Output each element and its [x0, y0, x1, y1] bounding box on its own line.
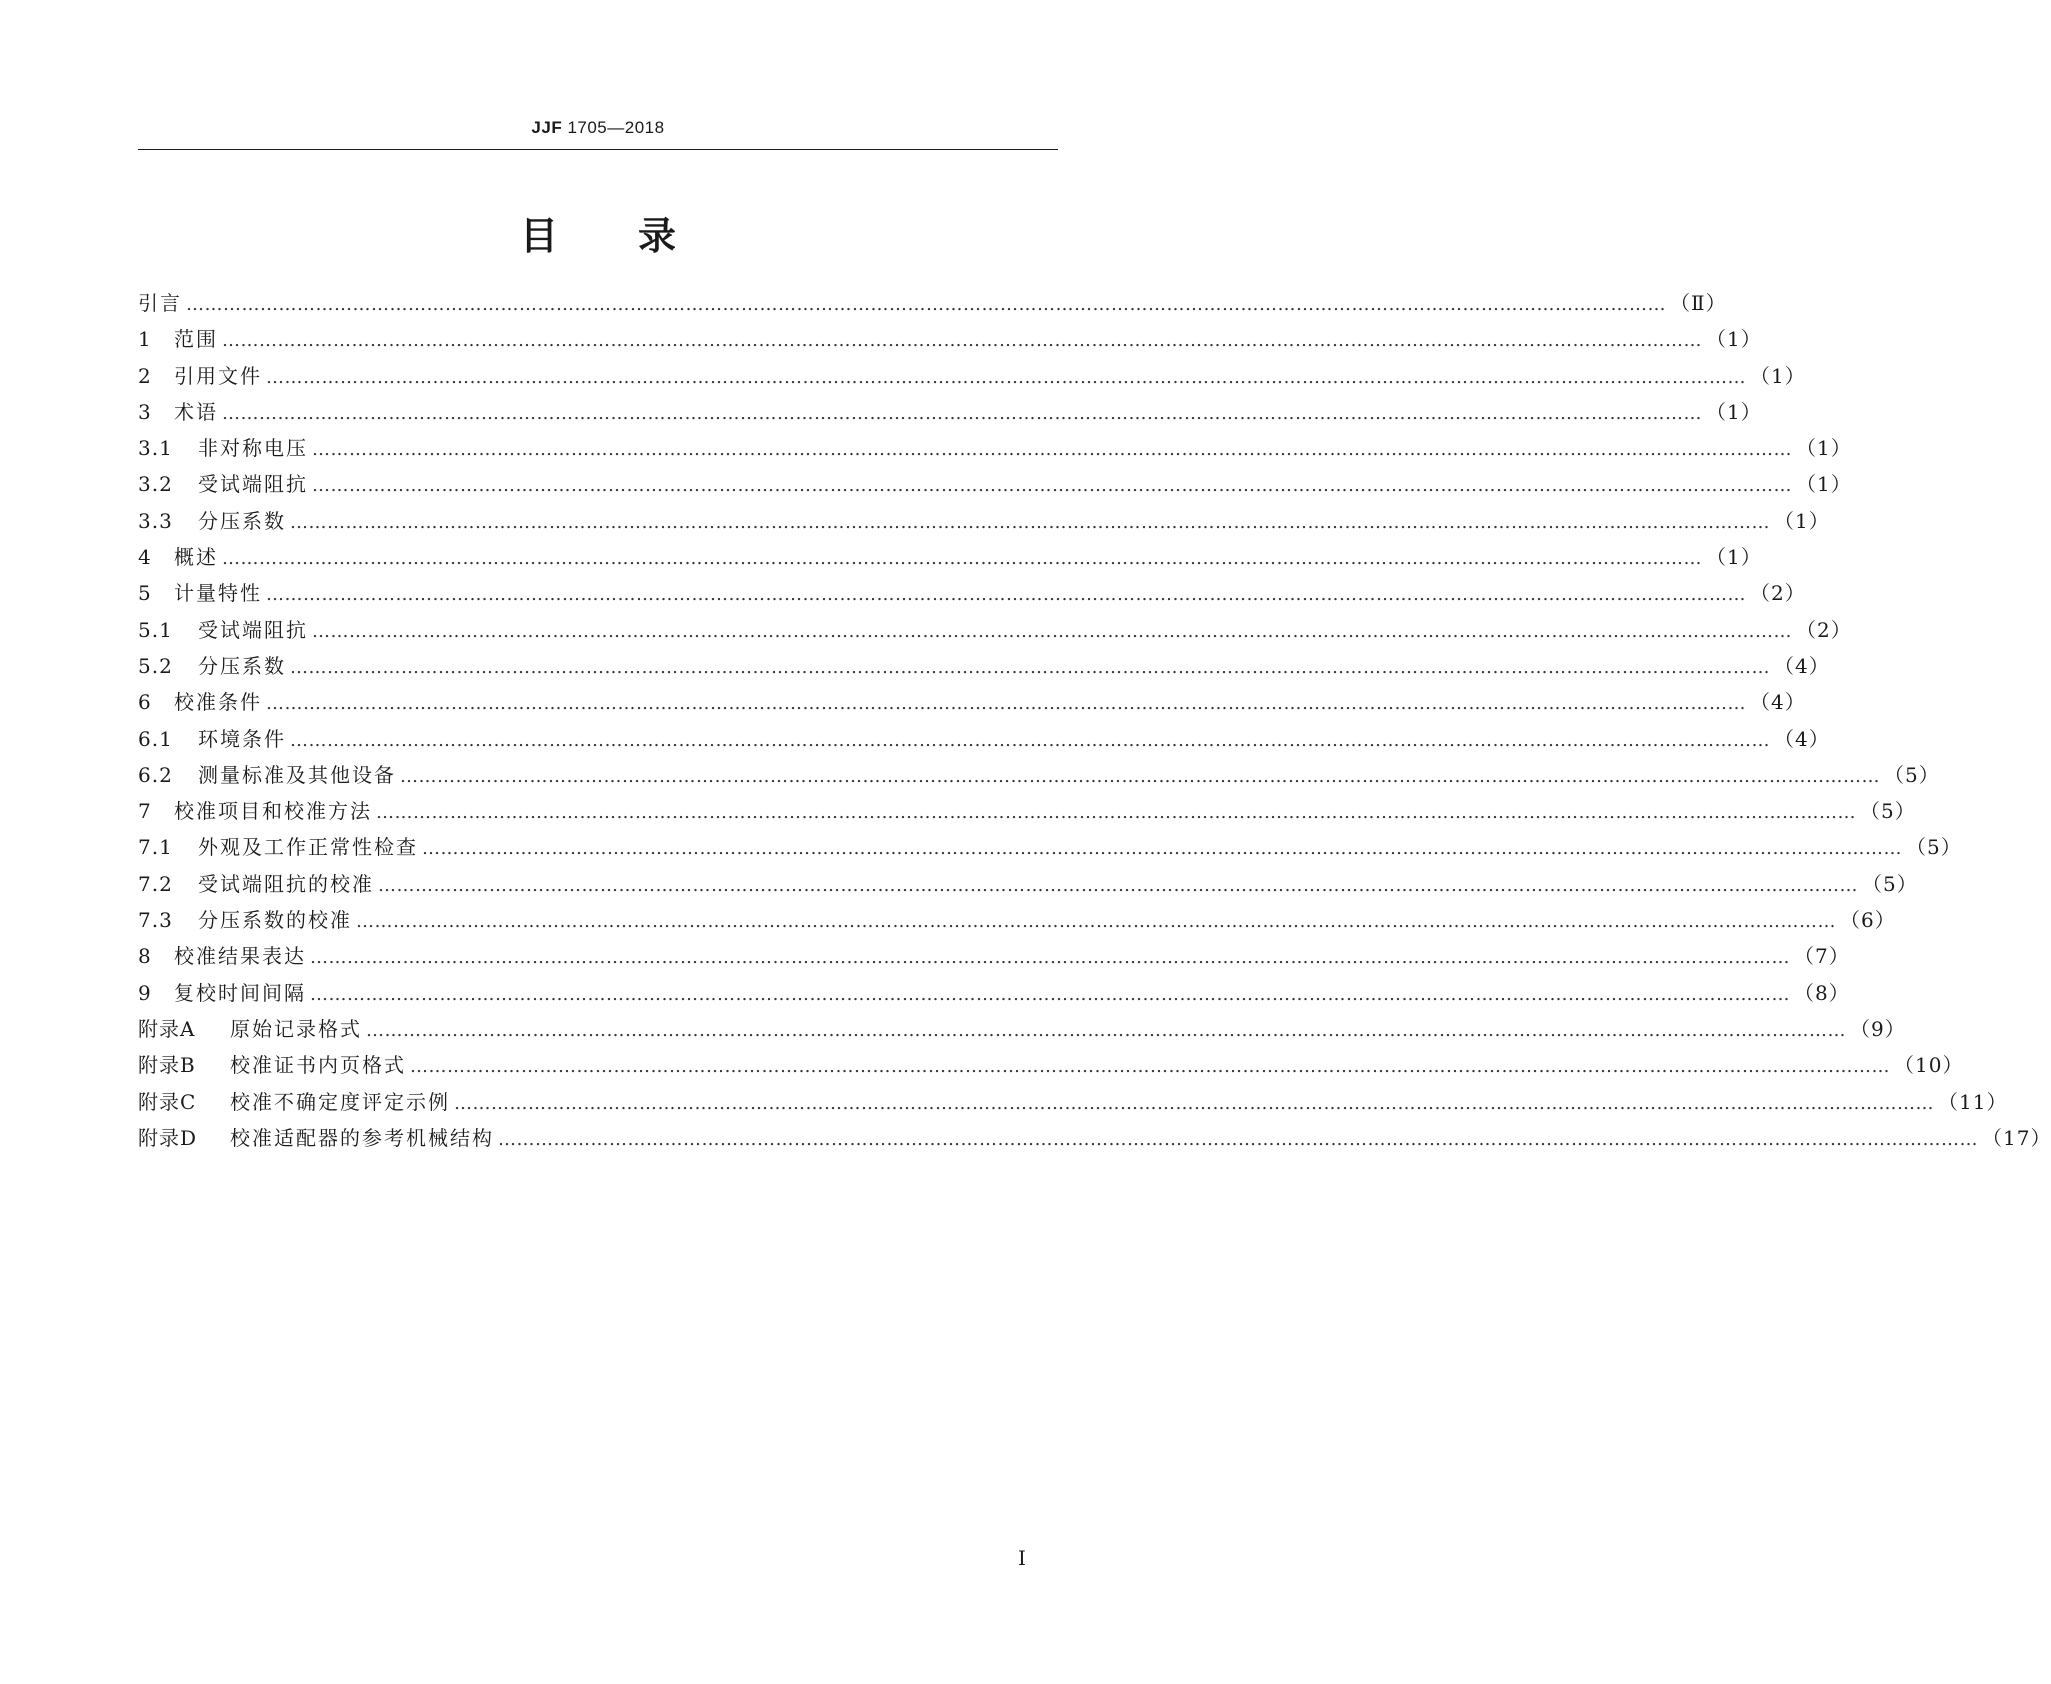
toc-entry-title: 受试端阻抗的校准	[198, 871, 374, 896]
toc-entry-page: （4）	[1774, 653, 1830, 678]
toc-entry-page: （1）	[1796, 436, 1852, 461]
toc-dot-leader: ……………………………………………………………………………………………………………………………………………………………………………………………………………………	[266, 366, 1746, 388]
toc-entry-number: 7	[138, 799, 152, 824]
toc-entry-number: 5.1	[138, 617, 173, 642]
toc-entry-title: 校准证书内页格式	[230, 1053, 406, 1078]
toc-dot-leader: ……………………………………………………………………………………………………………………………………………………………………………………………………………………	[378, 874, 1858, 896]
toc-entry-label	[138, 940, 306, 969]
toc-entry-number: 7.3	[138, 908, 173, 933]
toc-entry-number: 7.2	[138, 871, 173, 896]
toc-dot-leader: ……………………………………………………………………………………………………………………………………………………………………………………………………………………	[376, 802, 1856, 824]
toc-dot-leader: ……………………………………………………………………………………………………………………………………………………………………………………………………………………	[222, 330, 1702, 352]
toc-entry-number: 7.1	[138, 835, 173, 860]
toc-entry[interactable]	[138, 650, 1830, 686]
toc-dot-leader: ……………………………………………………………………………………………………………………………………………………………………………………………………………………	[290, 729, 1770, 751]
toc-entry-page: （11）	[1938, 1089, 2008, 1114]
toc-entry-number: 6	[138, 690, 152, 715]
toc-entry-label	[138, 759, 396, 788]
toc-entry-title: 校准结果表达	[174, 944, 306, 969]
toc-dot-leader: ……………………………………………………………………………………………………………………………………………………………………………………………………………………	[290, 511, 1770, 533]
toc-entry-number: 附录B	[138, 1053, 196, 1078]
toc-entry-page: （1）	[1706, 399, 1762, 424]
toc-entry[interactable]	[138, 759, 1940, 795]
toc-entry-label	[138, 323, 218, 352]
toc-entry[interactable]	[138, 396, 1762, 432]
toc-dot-leader: ……………………………………………………………………………………………………………………………………………………………………………………………………………………	[312, 439, 1792, 461]
page-number: Ⅰ	[1018, 1546, 1026, 1570]
toc-entry-label	[138, 577, 262, 606]
toc-entry[interactable]	[138, 614, 1852, 650]
toc-entry-title: 范围	[174, 327, 218, 352]
toc-entry-title: 测量标准及其他设备	[198, 762, 396, 787]
toc-entry-number: 附录A	[138, 1016, 196, 1041]
toc-dot-leader: ……………………………………………………………………………………………………………………………………………………………………………………………………………………	[266, 693, 1746, 715]
toc-entry-title: 原始记录格式	[230, 1016, 362, 1041]
toc-entry-label	[138, 505, 286, 534]
toc-entry[interactable]	[138, 432, 1852, 468]
toc-dot-leader: ……………………………………………………………………………………………………………………………………………………………………………………………………………………	[312, 620, 1792, 642]
toc-entry[interactable]	[138, 1049, 1964, 1085]
toc-entry-page: （5）	[1884, 762, 1940, 787]
toc-entry-page: （8）	[1794, 980, 1850, 1005]
toc-entry-title: 复校时间间隔	[174, 980, 306, 1005]
toc-dot-leader: ……………………………………………………………………………………………………………………………………………………………………………………………………………………	[222, 402, 1702, 424]
toc-entry-number: 3	[138, 399, 152, 424]
toc-entry-number: 6.2	[138, 762, 173, 787]
toc-entry-label	[138, 1049, 406, 1078]
toc-entry-number: 附录C	[138, 1089, 197, 1114]
toc-dot-leader: ……………………………………………………………………………………………………………………………………………………………………………………………………………………	[422, 838, 1902, 860]
toc-entry[interactable]	[138, 577, 1806, 613]
toc-entry-page: （4）	[1750, 690, 1806, 715]
toc-entry-number: 9	[138, 980, 152, 1005]
toc-entry-number: 5.2	[138, 653, 173, 678]
toc-entry-page: （6）	[1840, 908, 1896, 933]
toc-entry-page: （5）	[1862, 871, 1918, 896]
toc-entry-label	[138, 650, 286, 679]
toc-entry-title: 校准条件	[174, 690, 262, 715]
toc-entry-page: （4）	[1774, 726, 1830, 751]
toc-entry-label	[138, 795, 372, 824]
toc-entry-title: 计量特性	[174, 581, 262, 606]
header-divider	[138, 149, 1058, 150]
toc-entry-page: （1）	[1706, 327, 1762, 352]
toc-entry-label	[138, 1122, 494, 1151]
toc-dot-leader: ……………………………………………………………………………………………………………………………………………………………………………………………………………………	[410, 1056, 1890, 1078]
toc-dot-leader: ……………………………………………………………………………………………………………………………………………………………………………………………………………………	[222, 548, 1702, 570]
toc-entry-page: （9）	[1850, 1016, 1906, 1041]
toc-entry[interactable]	[138, 1013, 1906, 1049]
toc-entry[interactable]	[138, 505, 1830, 541]
toc-entry-number: 4	[138, 545, 152, 570]
toc-entry-page: （5）	[1906, 835, 1962, 860]
toc-dot-leader: ……………………………………………………………………………………………………………………………………………………………………………………………………………………	[310, 983, 1790, 1005]
toc-entry-title: 分压系数的校准	[198, 908, 352, 933]
toc-entry-label	[138, 614, 308, 643]
toc-entry-label	[138, 1086, 450, 1115]
standard-code-number: 1705—2018	[567, 118, 665, 137]
toc-entry[interactable]	[138, 287, 1727, 323]
toc-entry-title: 分压系数	[198, 508, 286, 533]
toc-entry[interactable]	[138, 940, 1850, 976]
toc-entry-label	[138, 360, 262, 389]
toc-entry[interactable]	[138, 723, 1830, 759]
toc-entry-title: 受试端阻抗	[198, 472, 308, 497]
toc-entry[interactable]	[138, 541, 1762, 577]
toc-entry-number: 2	[138, 363, 152, 388]
standard-code-prefix: JJF	[531, 118, 563, 137]
toc-entry[interactable]	[138, 977, 1850, 1013]
toc-dot-leader: ……………………………………………………………………………………………………………………………………………………………………………………………………………………	[312, 475, 1792, 497]
toc-dot-leader: ……………………………………………………………………………………………………………………………………………………………………………………………………………………	[186, 294, 1666, 315]
toc-entry-number: 3.1	[138, 436, 173, 461]
toc-entry-page: （1）	[1774, 508, 1830, 533]
toc-entry[interactable]	[138, 323, 1762, 359]
toc-entry-title: 环境条件	[198, 726, 286, 751]
toc-entry-number: 6.1	[138, 726, 173, 751]
toc-dot-leader: ……………………………………………………………………………………………………………………………………………………………………………………………………………………	[266, 584, 1746, 606]
toc-entry-title: 校准不确定度评定示例	[230, 1089, 450, 1114]
toc-entry-page: （2）	[1750, 581, 1806, 606]
toc-entry-label	[138, 868, 374, 897]
toc-entry[interactable]	[138, 686, 1806, 722]
toc-entry[interactable]	[138, 360, 1806, 396]
toc-dot-leader: ……………………………………………………………………………………………………………………………………………………………………………………………………………………	[454, 1092, 1934, 1114]
toc-dot-leader: ……………………………………………………………………………………………………………………………………………………………………………………………………………………	[498, 1128, 1978, 1150]
toc-entry[interactable]	[138, 795, 1916, 831]
toc-entry-number: 5	[138, 581, 152, 606]
toc-entry[interactable]	[138, 831, 1962, 867]
toc-entry-number: 8	[138, 944, 152, 969]
toc-entry-page: （2）	[1796, 617, 1852, 642]
toc-dot-leader: ……………………………………………………………………………………………………………………………………………………………………………………………………………………	[356, 911, 1836, 933]
toc-entry[interactable]	[138, 1122, 2051, 1158]
toc-entry[interactable]	[138, 468, 1852, 504]
toc-entry-label	[138, 287, 182, 316]
toc-entry-title: 引用文件	[174, 363, 262, 388]
toc-entry-title: 分压系数	[198, 653, 286, 678]
toc-entry-title: 术语	[174, 399, 218, 424]
toc-entry-title: 校准项目和校准方法	[174, 799, 372, 824]
toc-entry-label	[138, 1013, 362, 1042]
toc-entry-title: 非对称电压	[198, 436, 308, 461]
page-title: 目录	[519, 214, 756, 258]
toc-entry[interactable]	[138, 904, 1896, 940]
toc-entry-page: （Ⅱ）	[1670, 291, 1727, 315]
toc-entry-number: 1	[138, 327, 152, 352]
toc-entry-label	[138, 977, 306, 1006]
toc-entry-label	[138, 723, 286, 752]
table-of-contents	[138, 287, 2051, 1158]
toc-entry-page: （1）	[1796, 472, 1852, 497]
toc-entry-label	[138, 904, 352, 933]
toc-entry-label	[138, 468, 308, 497]
toc-entry-label	[138, 686, 262, 715]
toc-entry-label	[138, 396, 218, 425]
toc-entry[interactable]	[138, 868, 1918, 904]
toc-dot-leader: ……………………………………………………………………………………………………………………………………………………………………………………………………………………	[310, 947, 1790, 969]
toc-entry-page: （17）	[1982, 1125, 2051, 1150]
toc-entry-number: 3.2	[138, 472, 173, 497]
toc-entry-page: （5）	[1860, 799, 1916, 824]
toc-entry-title: 外观及工作正常性检查	[198, 835, 418, 860]
toc-entry-page: （7）	[1794, 944, 1850, 969]
toc-dot-leader: ……………………………………………………………………………………………………………………………………………………………………………………………………………………	[366, 1019, 1846, 1041]
toc-entry-page: （1）	[1706, 545, 1762, 570]
toc-entry-title: 引言	[138, 291, 182, 315]
toc-entry-title: 概述	[174, 545, 218, 570]
toc-entry-page: （1）	[1750, 363, 1806, 388]
toc-entry-number: 3.3	[138, 508, 173, 533]
toc-entry-title: 受试端阻抗	[198, 617, 308, 642]
toc-dot-leader: ……………………………………………………………………………………………………………………………………………………………………………………………………………………	[400, 765, 1880, 787]
toc-entry-title: 校准适配器的参考机械结构	[230, 1125, 494, 1150]
toc-entry-number: 附录D	[138, 1125, 198, 1150]
toc-entry-label	[138, 831, 418, 860]
toc-dot-leader: ……………………………………………………………………………………………………………………………………………………………………………………………………………………	[290, 656, 1770, 678]
toc-entry-label	[138, 432, 308, 461]
toc-entry-label	[138, 541, 218, 570]
running-header	[138, 118, 1058, 138]
toc-entry[interactable]	[138, 1086, 2008, 1122]
toc-entry-page: （10）	[1894, 1053, 1964, 1078]
